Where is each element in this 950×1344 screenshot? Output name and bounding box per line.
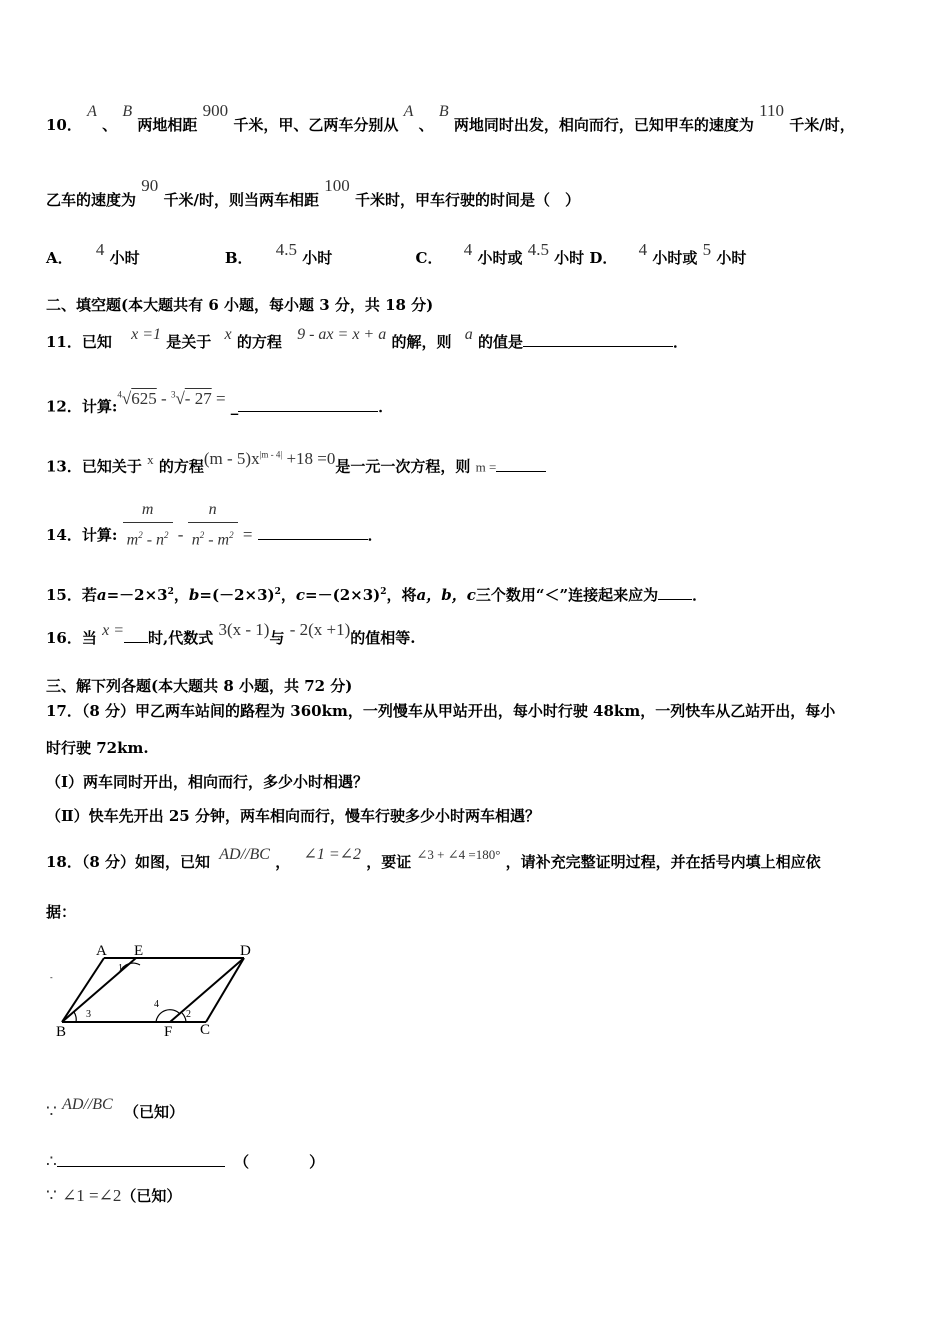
q11 [46,326,688,353]
text: 三个数用“＜”连接起来应为 [475,586,659,604]
den-part: - n [142,531,165,549]
text: ，请补充完整证明过程，并在括号内填上相应依 [505,853,821,871]
var-x: x = [102,622,125,639]
stray-mark: - [50,973,53,982]
q13 [46,448,546,478]
unit: 小时 [109,249,140,267]
option-d-label: D． [589,249,618,267]
text: 千米时，甲车行驶的时间是（ ） [354,191,580,209]
because-symbol: ∵ [46,1186,57,1205]
text: 18．（8 分）如图，已知 [46,853,211,871]
minus: - [177,525,188,545]
text: ． [378,397,394,416]
therefore-symbol: ∴ [46,1152,57,1171]
angle-label-1: 1 [118,963,123,974]
den-part: n [191,531,200,549]
q10-options [46,240,747,268]
section2-title: 二、填空题(本大题共有 6 小题，每小题 3 分，共 18 分) [46,296,434,314]
line-dc [206,958,244,1022]
proof-row-3 [46,1186,181,1206]
exponent: 2 [229,530,234,540]
radicand: 625 [131,388,157,408]
var-a: a [96,586,107,604]
option-c-value1: 4 [463,240,473,259]
point-b: B [122,103,133,120]
label-f: F [164,1024,173,1040]
den-part: - m [204,531,230,549]
q11-condition: x =1 [131,326,162,343]
proof-expr: AD//BC [62,1096,113,1113]
option-d-value2: 5 [702,240,712,259]
text: 的值相等. [350,629,416,647]
eq-part: +18 =0 [282,448,336,468]
exponent: 2 [274,587,281,597]
text: 与 [269,629,285,647]
text: 的方程 [158,457,204,476]
q17-line2: 时行驶 72km. [46,739,149,757]
text: 16．当 [46,629,97,647]
answer-blank[interactable] [658,585,692,600]
angle-label-4: 4 [154,999,159,1010]
point-b: B [438,103,449,120]
unit: 小时 [716,249,747,267]
var-x: x [224,326,232,343]
point-a: A [87,103,97,120]
q18-line2: 据： [46,903,77,921]
section3-title: 三、解下列各题(本大题共 8 小题，共 72 分) [46,677,353,695]
to-prove: ∠3 + ∠4 =180° [416,847,501,862]
point-a: A [403,103,414,120]
option-a-label: A． [46,249,73,267]
reason-blank[interactable]: （ ） [234,1153,325,1171]
expression-1: 3(x - 1) [218,620,270,639]
line-be [62,958,136,1022]
q11-equation: 9 - ax = x + a [297,326,387,343]
exponent: 2 [199,530,205,540]
line-df [170,958,244,1022]
answer-blank[interactable] [496,457,546,472]
q12: 12．计算:$^4$√625 - $^3$√- 27 = _ ． [46,388,394,416]
option-b-value: 4.5 [275,240,298,259]
text: 的解，则 [391,333,452,351]
distance-value: 900 [202,101,229,120]
because-symbol: ∵ [46,1102,57,1121]
q10-line1 [46,101,855,136]
q11-number: 11．已知 [46,333,112,351]
separator: 、 [102,116,118,134]
text: 乙车的速度为 [46,191,137,209]
text: ，要证 [366,853,412,871]
numerator: m [141,501,154,518]
angle-3-arc [74,1012,76,1022]
answer-blank[interactable] [238,397,378,412]
option-c-value2: 4.5 [527,240,549,259]
q10-number: 10． [46,116,82,134]
fraction-2 [188,500,238,550]
text: =－2×3 [106,586,168,604]
q13-number: 13．已知关于 [46,457,142,476]
label-a: A [96,943,107,959]
text: ． [692,586,708,604]
parallelogram-figure [46,935,276,1045]
var-c: c [295,586,306,604]
text: 是一元一次方程，则 [335,457,471,476]
proof-blank[interactable] [57,1152,225,1167]
exponent: 2 [380,587,387,597]
eq-part: (m - 5)x [203,448,260,468]
text: ，将 [386,586,417,604]
option-d-value1: 4 [638,240,648,259]
root-index: 4 [117,389,122,399]
text: _ [230,397,239,416]
text: 千米/时，则当两车相距 [163,191,319,209]
q14-number: 14．计算: [46,526,118,545]
text: 小时或 [652,249,698,267]
proof-reason: （已知） [121,1187,182,1205]
unit: 小时 [554,249,585,267]
q10-line2 [46,176,580,210]
text: ， [275,853,291,871]
exponent: 2 [167,587,174,597]
proof-row-2 [46,1152,324,1172]
speed-value: 110 [759,101,785,120]
fraction-1 [123,500,173,550]
radicand: - 27 [184,388,212,408]
text: 时,代数式 [148,629,214,647]
text: ， [280,586,296,604]
expression-2: - 2(x +1) [289,620,351,639]
label-c: C [200,1022,211,1038]
proof-reason: （已知） [123,1103,184,1121]
equals: = [242,525,253,545]
option-b-label: B． [224,249,253,267]
q18-line1 [46,846,821,873]
text: 小时或 [477,249,523,267]
separator: 、 [418,116,434,134]
text: 的方程 [236,333,282,351]
angle-label-2: 2 [186,1009,191,1020]
given-parallel: AD//BC [219,846,270,863]
q14 [46,501,383,550]
proof-expr: ∠1 =∠2 [62,1186,122,1205]
given-angles: ∠1 =∠2 [303,846,362,863]
var-x: x [147,451,154,467]
speed-value: 90 [141,176,159,195]
var-b: b [188,586,200,604]
proof-row-1 [46,1096,184,1123]
answer-blank[interactable] [523,332,673,347]
angle-label-3: 3 [86,1009,91,1020]
text: 两地同时出发，相向而行，已知甲车的速度为 [453,116,754,134]
q12-number: 12．计算: [46,397,118,416]
option-c-label: C． [415,249,443,267]
var-m: m = [475,459,497,475]
answer-blank[interactable] [124,628,148,643]
text: 15．若 [46,586,97,604]
minus: - [156,388,171,408]
q17-line1: 17．（8 分）甲乙两车站间的路程为 360km，一列慢车从甲站开出，每小时行驶 48km，一列快车从乙站开出，每小 [46,702,836,720]
exponent: 2 [164,530,169,540]
text: 千米/时， [789,116,855,134]
q17-part1: （Ⅰ）两车同时开出，相向而行，多少小时相遇？ [46,773,369,791]
option-a-value: 4 [95,240,105,259]
q17-part2: （Ⅱ）快车先开出 25 分钟，两车相向而行，慢车行驶多少小时两车相遇？ [46,807,540,825]
var-a: a [464,326,473,343]
unit: 小时 [302,249,333,267]
text: =(－2×3) [199,586,275,604]
vars-abc: a，b，c [416,586,476,604]
text: ． [672,333,688,351]
text: 千米，甲、乙两车分别从 [233,116,399,134]
label-d: D [240,943,251,959]
text: 的值是 [477,333,523,351]
distance-value: 100 [324,176,350,195]
label-e: E [134,943,144,959]
exponent: |m - 4| [259,449,283,459]
answer-blank[interactable] [258,525,368,540]
root-index: 3 [170,389,176,399]
text: 两地相距 [137,116,198,134]
label-b: B [56,1024,67,1040]
q16 [46,620,416,649]
q15 [46,582,707,605]
text: =－(2×3) [305,586,381,604]
text: ， [173,586,189,604]
exponent: 2 [138,530,143,540]
text: 是关于 [166,333,212,351]
numerator: n [208,501,217,518]
equals: = [211,388,226,408]
den-part: m [126,531,139,549]
text: ． [367,526,383,545]
